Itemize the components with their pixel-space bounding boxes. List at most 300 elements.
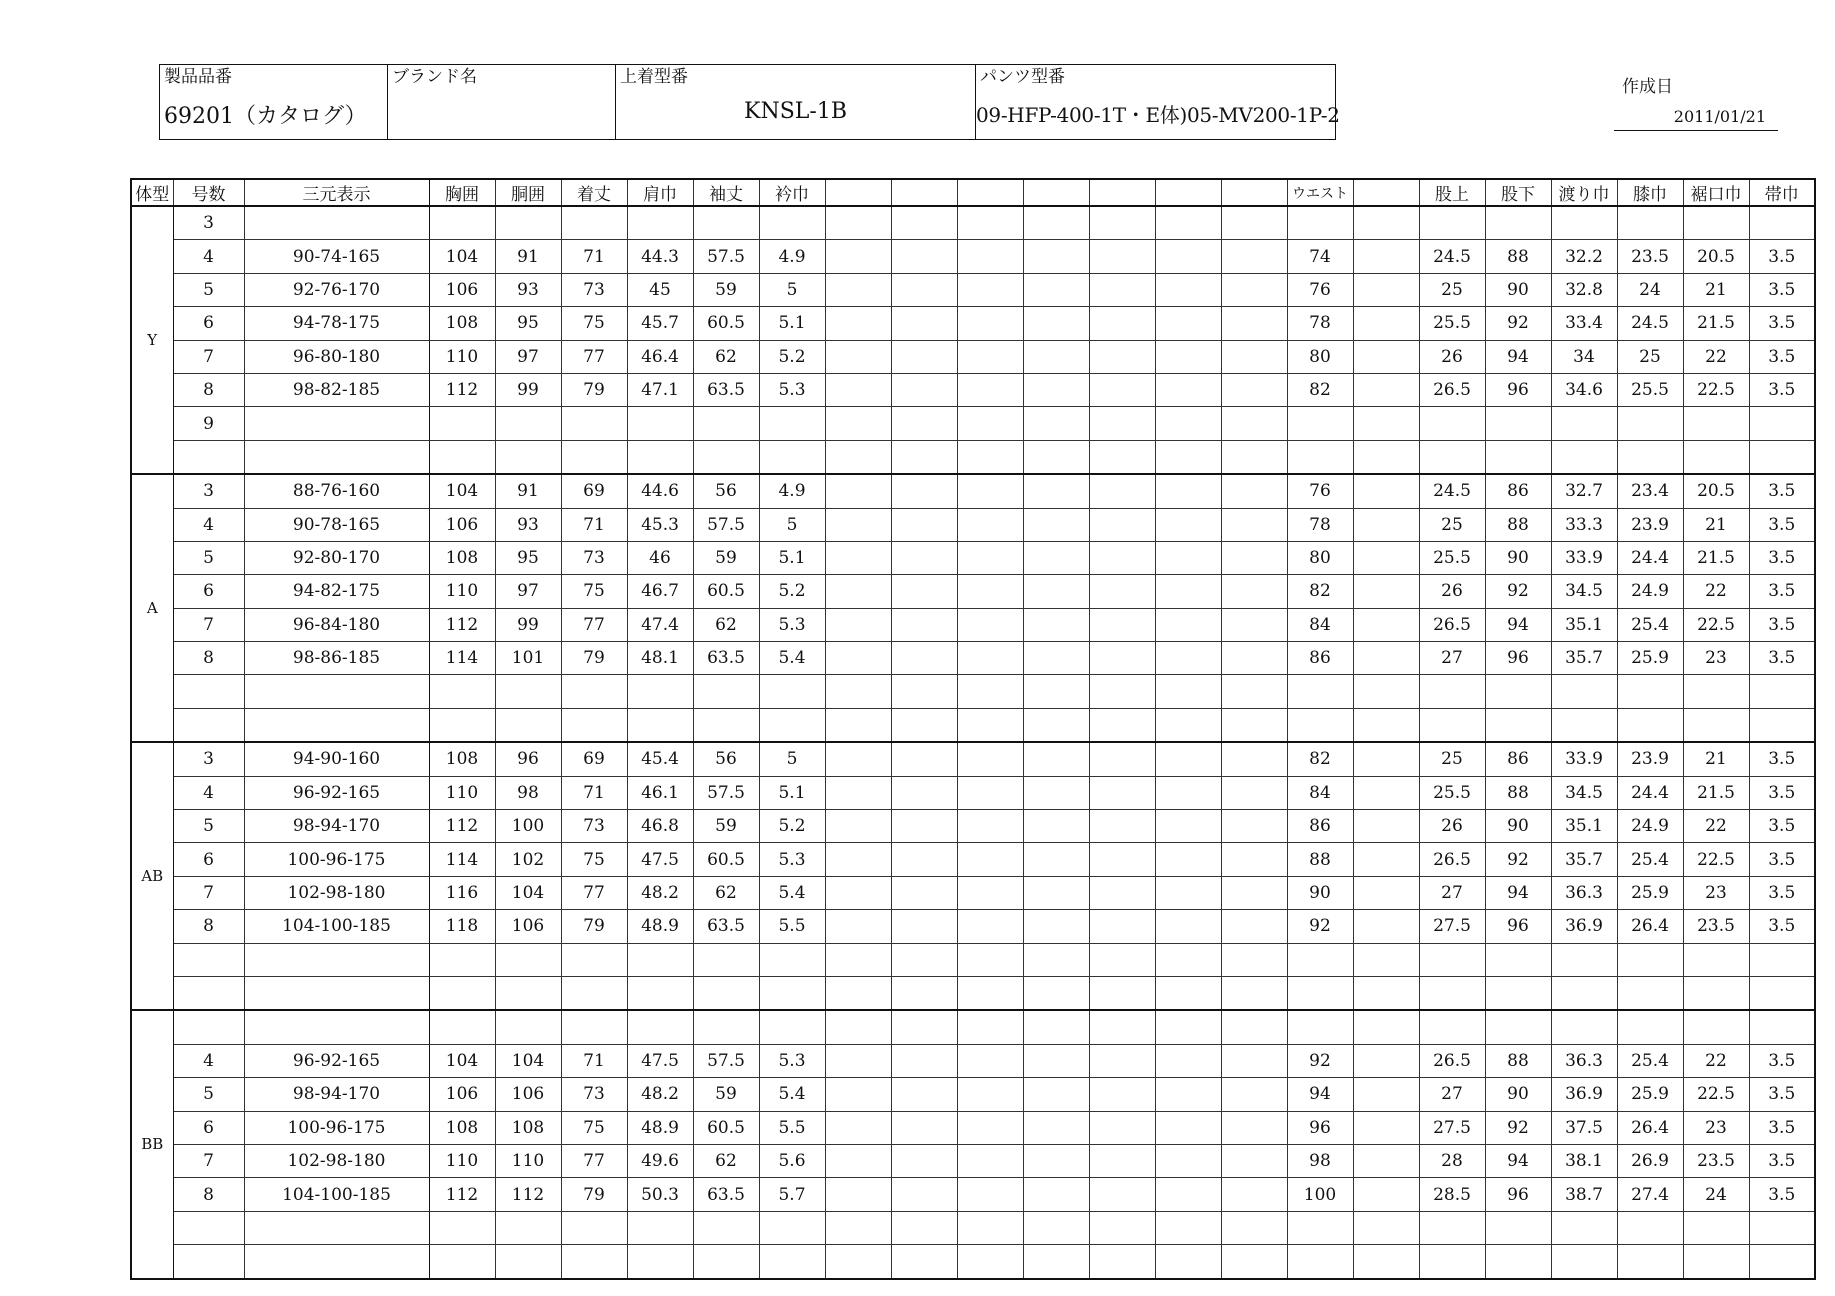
table-row: [131, 307, 1815, 340]
table-cell: [693, 1245, 759, 1279]
blank-cell: [891, 943, 957, 976]
blank-cell: [1221, 776, 1287, 809]
blank-cell: [825, 1078, 891, 1111]
table-cell: 22: [1683, 575, 1749, 608]
blank-cell: [1353, 206, 1419, 240]
blank-cell: [1155, 1111, 1221, 1144]
table-cell: 106: [429, 273, 495, 306]
table-cell: 4.9: [759, 474, 825, 508]
table-cell: 92: [1485, 575, 1551, 608]
table-cell: 84: [1287, 608, 1353, 641]
table-cell: 5.2: [759, 575, 825, 608]
table-cell: 69: [561, 474, 627, 508]
table-cell: [429, 976, 495, 1010]
table-cell: 8: [173, 910, 244, 943]
blank-cell: [1155, 608, 1221, 641]
blank-cell: [891, 1111, 957, 1144]
blank-cell: [891, 1010, 957, 1044]
blank-cell: [891, 642, 957, 675]
table-cell: 25.9: [1617, 642, 1683, 675]
blank-cell: [891, 1044, 957, 1077]
table-row: [131, 240, 1815, 273]
table-cell: [1485, 1010, 1551, 1044]
pants-model-cell: [976, 65, 1340, 140]
blank-cell: [1023, 1178, 1089, 1211]
table-row: [131, 1178, 1815, 1211]
table-cell: [1551, 1211, 1617, 1244]
blank-cell: [1023, 373, 1089, 406]
table-cell: 21: [1683, 273, 1749, 306]
blank-cell: [1023, 843, 1089, 876]
blank-cell: [957, 776, 1023, 809]
table-cell: 3.5: [1749, 843, 1815, 876]
table-cell: 60.5: [693, 575, 759, 608]
table-cell: [1617, 708, 1683, 742]
blank-cell: [1221, 240, 1287, 273]
table-cell: [693, 708, 759, 742]
blank-cell: [1023, 508, 1089, 541]
blank-cell: [1353, 708, 1419, 742]
table-cell: 23.5: [1683, 1144, 1749, 1177]
table-cell: 57.5: [693, 776, 759, 809]
table-cell: [1419, 407, 1485, 440]
blank-cell: [1353, 976, 1419, 1010]
table-cell: 62: [693, 1144, 759, 1177]
blank-cell: [957, 1111, 1023, 1144]
blank-cell: [1023, 575, 1089, 608]
table-cell: 46: [627, 541, 693, 574]
table-cell: 23.5: [1683, 910, 1749, 943]
table-cell: [1749, 1245, 1815, 1279]
blank-cell: [957, 474, 1023, 508]
table-cell: 6: [173, 575, 244, 608]
table-cell: 63.5: [693, 373, 759, 406]
blank-cell: [1089, 776, 1155, 809]
table-cell: [1617, 976, 1683, 1010]
table-cell: [561, 440, 627, 474]
table-row: [131, 943, 1815, 976]
table-cell: 86: [1287, 810, 1353, 843]
col-blank-5: [1089, 179, 1155, 206]
table-row: [131, 340, 1815, 373]
table-cell: 112: [429, 1178, 495, 1211]
table-cell: 98-86-185: [244, 642, 429, 675]
table-cell: 92: [1287, 1044, 1353, 1077]
table-cell: 45: [627, 273, 693, 306]
brand-label: ブランド名: [392, 67, 477, 87]
table-cell: 75: [561, 575, 627, 608]
blank-cell: [1353, 742, 1419, 776]
table-cell: 94-78-175: [244, 307, 429, 340]
blank-cell: [891, 474, 957, 508]
table-cell: 5: [173, 541, 244, 574]
table-cell: [1485, 976, 1551, 1010]
table-cell: 3: [173, 206, 244, 240]
table-cell: 5.6: [759, 1144, 825, 1177]
table-cell: 46.8: [627, 810, 693, 843]
table-cell: [759, 675, 825, 708]
blank-cell: [957, 340, 1023, 373]
table-cell: 25: [1419, 742, 1485, 776]
table-cell: 112: [495, 1178, 561, 1211]
table-cell: [1551, 407, 1617, 440]
blank-cell: [1089, 575, 1155, 608]
table-row: [131, 976, 1815, 1010]
blank-cell: [957, 1144, 1023, 1177]
table-cell: 100-96-175: [244, 1111, 429, 1144]
table-cell: 90-74-165: [244, 240, 429, 273]
blank-cell: [1221, 1245, 1287, 1279]
blank-cell: [1089, 1144, 1155, 1177]
table-cell: 34.5: [1551, 575, 1617, 608]
table-cell: 96: [495, 742, 561, 776]
jacket-model-value: KNSL-1B: [744, 99, 847, 124]
blank-cell: [1353, 776, 1419, 809]
body-type-cell: AB: [131, 742, 173, 1010]
table-cell: 94: [1485, 340, 1551, 373]
table-cell: [495, 976, 561, 1010]
table-cell: [1683, 675, 1749, 708]
table-cell: [561, 943, 627, 976]
table-cell: 5.1: [759, 541, 825, 574]
table-cell: 25.9: [1617, 876, 1683, 909]
col-blank-2: [891, 179, 957, 206]
table-cell: [1683, 440, 1749, 474]
blank-cell: [957, 876, 1023, 909]
blank-cell: [1023, 976, 1089, 1010]
table-row: [131, 474, 1815, 508]
table-cell: [693, 976, 759, 1010]
blank-cell: [957, 541, 1023, 574]
table-cell: 3.5: [1749, 340, 1815, 373]
table-cell: 106: [429, 508, 495, 541]
table-cell: 74: [1287, 240, 1353, 273]
blank-cell: [891, 1245, 957, 1279]
table-cell: 88: [1287, 843, 1353, 876]
blank-cell: [1353, 810, 1419, 843]
table-cell: [244, 1245, 429, 1279]
blank-cell: [1221, 1178, 1287, 1211]
table-cell: 25.4: [1617, 1044, 1683, 1077]
table-cell: [1419, 206, 1485, 240]
table-row: [131, 642, 1815, 675]
table-cell: 77: [561, 340, 627, 373]
table-cell: [495, 708, 561, 742]
table-cell: 95: [495, 541, 561, 574]
table-cell: [1749, 206, 1815, 240]
blank-cell: [1155, 373, 1221, 406]
blank-cell: [825, 843, 891, 876]
blank-cell: [1023, 910, 1089, 943]
table-cell: 25: [1617, 340, 1683, 373]
blank-cell: [1089, 910, 1155, 943]
table-cell: 27: [1419, 642, 1485, 675]
table-cell: 79: [561, 642, 627, 675]
table-cell: [1419, 976, 1485, 1010]
table-cell: 75: [561, 307, 627, 340]
blank-cell: [1353, 675, 1419, 708]
blank-cell: [1221, 440, 1287, 474]
table-cell: [244, 206, 429, 240]
table-cell: [561, 1211, 627, 1244]
blank-cell: [891, 206, 957, 240]
jacket-model-label: 上着型番: [620, 67, 688, 87]
table-cell: [429, 708, 495, 742]
table-cell: 23: [1683, 1111, 1749, 1144]
table-row: [131, 1044, 1815, 1077]
table-cell: 32.8: [1551, 273, 1617, 306]
blank-cell: [1155, 206, 1221, 240]
table-cell: [1485, 206, 1551, 240]
blank-cell: [1353, 575, 1419, 608]
blank-cell: [891, 440, 957, 474]
table-cell: 49.6: [627, 1144, 693, 1177]
table-cell: [759, 440, 825, 474]
table-cell: 80: [1287, 340, 1353, 373]
table-cell: 5: [173, 810, 244, 843]
table-cell: 56: [693, 742, 759, 776]
blank-cell: [1155, 708, 1221, 742]
blank-cell: [1353, 642, 1419, 675]
blank-cell: [891, 307, 957, 340]
blank-cell: [825, 943, 891, 976]
blank-cell: [1221, 508, 1287, 541]
table-cell: 77: [561, 1144, 627, 1177]
table-cell: [561, 1010, 627, 1044]
blank-cell: [891, 1144, 957, 1177]
body-type-cell: A: [131, 474, 173, 742]
table-cell: 26.4: [1617, 910, 1683, 943]
table-cell: 97: [495, 340, 561, 373]
table-cell: [244, 708, 429, 742]
table-cell: [759, 708, 825, 742]
table-cell: [759, 407, 825, 440]
pants-model-label: パンツ型番: [980, 67, 1065, 87]
blank-cell: [957, 608, 1023, 641]
table-cell: 48.9: [627, 1111, 693, 1144]
blank-cell: [825, 675, 891, 708]
table-cell: 108: [429, 541, 495, 574]
blank-cell: [1221, 708, 1287, 742]
blank-cell: [1155, 240, 1221, 273]
blank-cell: [825, 708, 891, 742]
table-cell: 3.5: [1749, 1178, 1815, 1211]
blank-cell: [1353, 240, 1419, 273]
table-cell: [1683, 708, 1749, 742]
table-cell: 26.5: [1419, 1044, 1485, 1077]
table-cell: [173, 1245, 244, 1279]
table-cell: 32.7: [1551, 474, 1617, 508]
table-cell: 71: [561, 1044, 627, 1077]
table-cell: 5.3: [759, 843, 825, 876]
table-cell: 5: [759, 273, 825, 306]
blank-cell: [1023, 541, 1089, 574]
blank-cell: [1221, 675, 1287, 708]
blank-cell: [1089, 206, 1155, 240]
blank-cell: [1155, 810, 1221, 843]
table-cell: 47.5: [627, 1044, 693, 1077]
blank-cell: [1353, 1245, 1419, 1279]
table-cell: [1617, 206, 1683, 240]
table-cell: [244, 943, 429, 976]
blank-cell: [1353, 541, 1419, 574]
blank-cell: [957, 675, 1023, 708]
blank-cell: [1155, 976, 1221, 1010]
blank-cell: [1089, 307, 1155, 340]
table-cell: 46.1: [627, 776, 693, 809]
blank-cell: [891, 608, 957, 641]
table-cell: 6: [173, 1111, 244, 1144]
table-cell: 99: [495, 608, 561, 641]
table-cell: 48.2: [627, 876, 693, 909]
blank-cell: [1221, 1144, 1287, 1177]
blank-cell: [1353, 1078, 1419, 1111]
blank-cell: [891, 776, 957, 809]
col-blank-6: [1155, 179, 1221, 206]
table-cell: 69: [561, 742, 627, 776]
table-cell: 27.5: [1419, 1111, 1485, 1144]
table-cell: 101: [495, 642, 561, 675]
blank-cell: [1221, 642, 1287, 675]
table-cell: 90: [1485, 1078, 1551, 1111]
table-cell: [627, 1010, 693, 1044]
table-cell: 5: [759, 742, 825, 776]
blank-cell: [1221, 474, 1287, 508]
table-cell: 94-90-160: [244, 742, 429, 776]
blank-cell: [1221, 810, 1287, 843]
blank-cell: [1023, 708, 1089, 742]
table-cell: [759, 1245, 825, 1279]
table-cell: 100: [495, 810, 561, 843]
table-row: [131, 1111, 1815, 1144]
blank-cell: [1353, 1010, 1419, 1044]
table-cell: [1419, 1245, 1485, 1279]
table-cell: 63.5: [693, 910, 759, 943]
table-cell: 99: [495, 373, 561, 406]
table-cell: [495, 206, 561, 240]
table-cell: [759, 943, 825, 976]
blank-cell: [1353, 307, 1419, 340]
blank-cell: [1089, 943, 1155, 976]
table-cell: [244, 1211, 429, 1244]
table-cell: [1683, 1010, 1749, 1044]
table-cell: 22.5: [1683, 608, 1749, 641]
table-cell: [1749, 943, 1815, 976]
table-cell: [495, 1245, 561, 1279]
blank-cell: [825, 373, 891, 406]
blank-cell: [891, 240, 957, 273]
table-cell: 98-94-170: [244, 810, 429, 843]
table-cell: 116: [429, 876, 495, 909]
table-cell: [1749, 1211, 1815, 1244]
table-cell: [1287, 943, 1353, 976]
table-cell: 75: [561, 1111, 627, 1144]
table-cell: 110: [495, 1144, 561, 1177]
blank-cell: [1155, 776, 1221, 809]
table-cell: 5.3: [759, 373, 825, 406]
table-cell: [429, 1211, 495, 1244]
table-cell: 22.5: [1683, 1078, 1749, 1111]
blank-cell: [1155, 1044, 1221, 1077]
table-cell: 104: [429, 474, 495, 508]
blank-cell: [1023, 876, 1089, 909]
table-cell: 71: [561, 776, 627, 809]
blank-cell: [1023, 1044, 1089, 1077]
table-row: [131, 206, 1815, 240]
table-row: [131, 776, 1815, 809]
table-cell: 27: [1419, 876, 1485, 909]
blank-cell: [1221, 1044, 1287, 1077]
blank-cell: [1155, 1078, 1221, 1111]
table-cell: 25.5: [1419, 776, 1485, 809]
blank-cell: [957, 575, 1023, 608]
col-blank-1: [825, 179, 891, 206]
table-cell: [1287, 675, 1353, 708]
table-cell: 92: [1485, 843, 1551, 876]
blank-cell: [1155, 1178, 1221, 1211]
blank-cell: [1155, 273, 1221, 306]
table-cell: 79: [561, 910, 627, 943]
table-cell: 92: [1485, 1111, 1551, 1144]
table-cell: 3.5: [1749, 642, 1815, 675]
table-cell: [1485, 1245, 1551, 1279]
col-blank-4: [1023, 179, 1089, 206]
table-cell: 78: [1287, 307, 1353, 340]
blank-cell: [1089, 440, 1155, 474]
table-cell: [693, 440, 759, 474]
table-cell: [1749, 708, 1815, 742]
table-cell: 106: [429, 1078, 495, 1111]
table-cell: [1419, 440, 1485, 474]
table-cell: 24: [1683, 1178, 1749, 1211]
table-cell: 73: [561, 273, 627, 306]
table-cell: 3.5: [1749, 742, 1815, 776]
table-cell: 96-92-165: [244, 776, 429, 809]
table-cell: 26: [1419, 810, 1485, 843]
table-cell: [693, 1010, 759, 1044]
col-chest: 胸囲: [429, 179, 495, 206]
table-cell: [1287, 407, 1353, 440]
col-band: 帯巾: [1749, 179, 1815, 206]
blank-cell: [1221, 575, 1287, 608]
table-cell: 100: [1287, 1178, 1353, 1211]
blank-cell: [825, 876, 891, 909]
col-size-no: 号数: [173, 179, 244, 206]
blank-cell: [957, 943, 1023, 976]
blank-cell: [1023, 943, 1089, 976]
blank-cell: [1221, 843, 1287, 876]
table-cell: 90: [1287, 876, 1353, 909]
blank-cell: [1155, 876, 1221, 909]
table-cell: 108: [429, 307, 495, 340]
blank-cell: [1221, 373, 1287, 406]
table-cell: [429, 1010, 495, 1044]
table-cell: 3.5: [1749, 776, 1815, 809]
blank-cell: [1155, 675, 1221, 708]
table-row: [131, 708, 1815, 742]
blank-cell: [891, 373, 957, 406]
table-cell: 102-98-180: [244, 876, 429, 909]
table-cell: [693, 675, 759, 708]
col-sleeve: 袖丈: [693, 179, 759, 206]
table-cell: 80: [1287, 541, 1353, 574]
blank-cell: [891, 1178, 957, 1211]
table-cell: 33.9: [1551, 742, 1617, 776]
col-blank-7: [1221, 179, 1287, 206]
table-cell: 6: [173, 843, 244, 876]
table-cell: 24.5: [1617, 307, 1683, 340]
table-cell: [1617, 1010, 1683, 1044]
